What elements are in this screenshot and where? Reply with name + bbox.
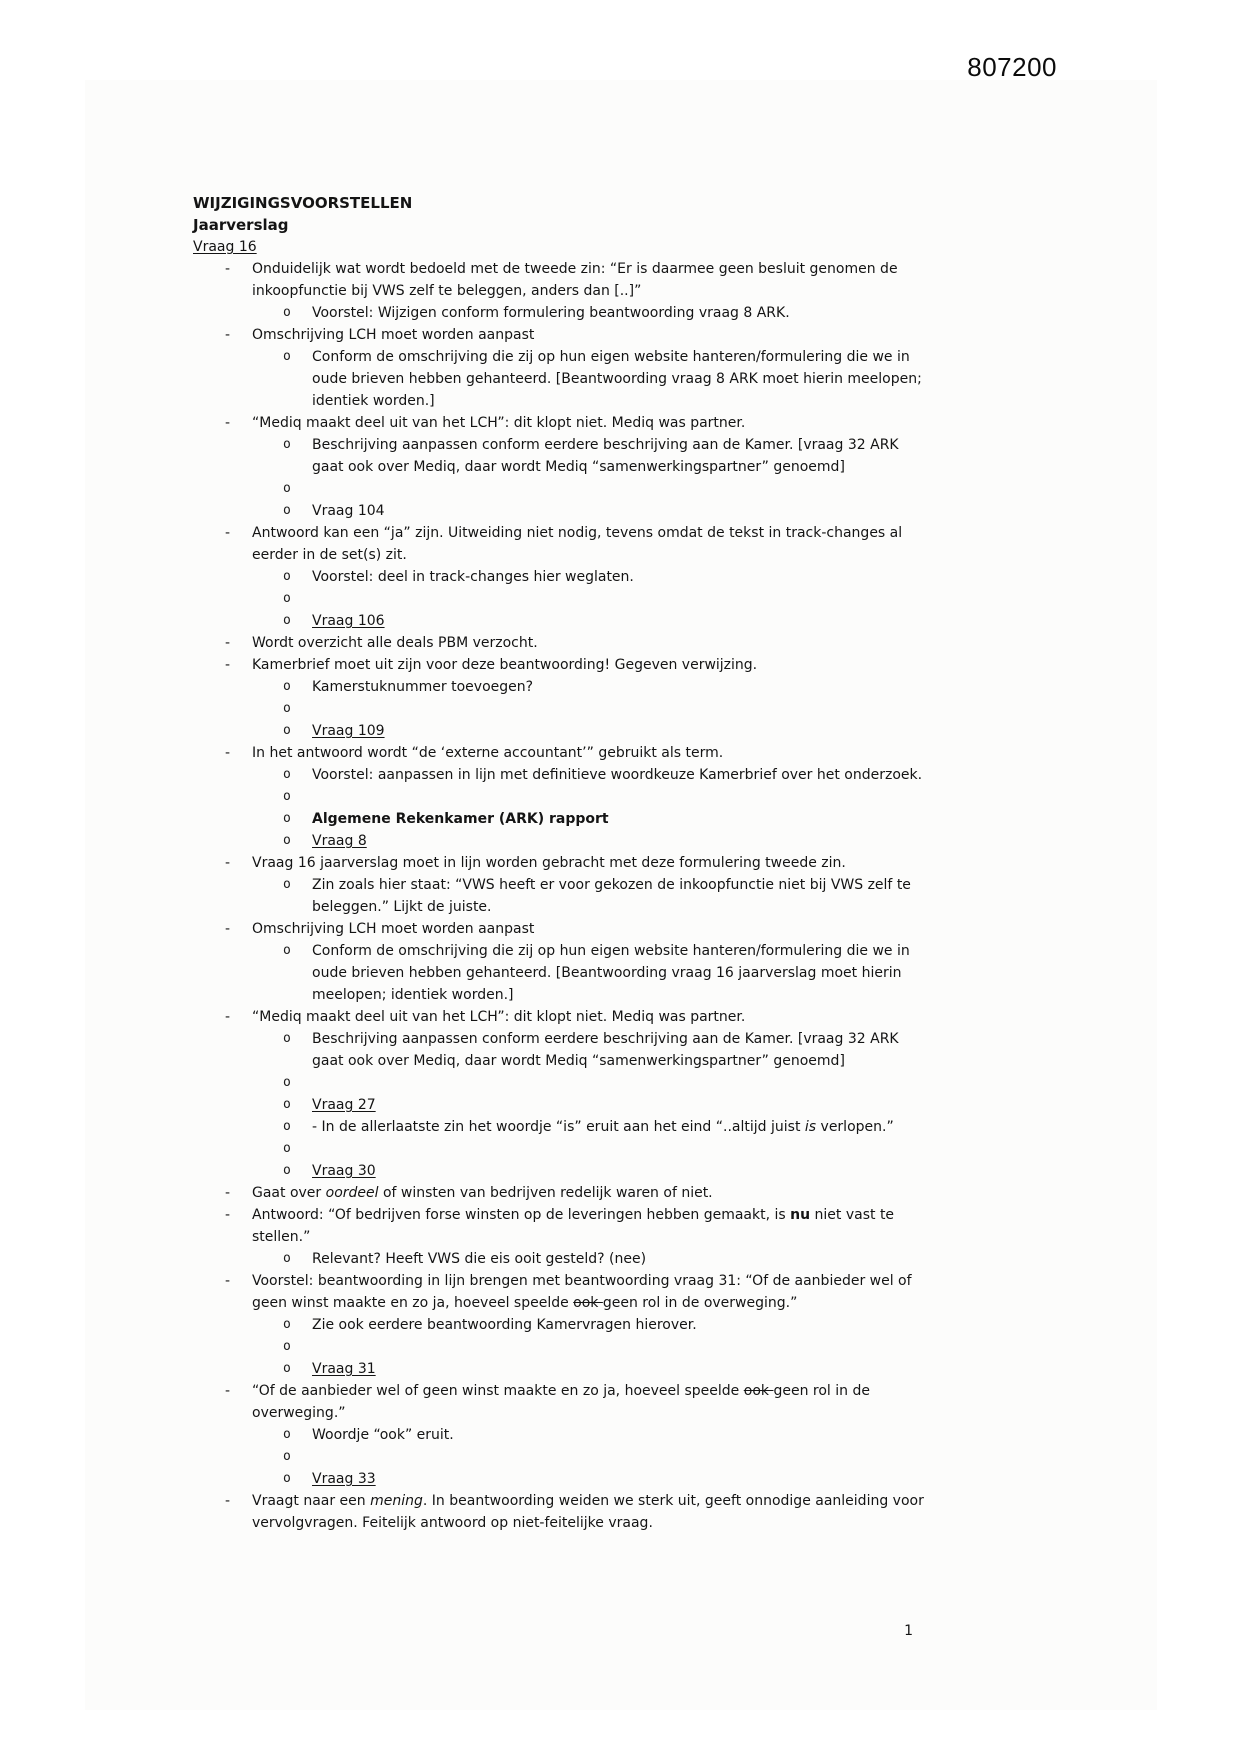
circle-bullet: o	[283, 811, 291, 826]
dash-bullet: -	[225, 635, 231, 651]
list-item-text: Wordt overzicht alle deals PBM verzocht.	[252, 635, 538, 651]
circle-list-item	[193, 610, 928, 632]
list-item-text: In het antwoord wordt “de ‘externe accountant’” gebruikt als term.	[252, 745, 724, 761]
dash-bullet: -	[225, 525, 231, 541]
dash-list-item	[193, 1182, 928, 1204]
circle-bullet: o	[283, 679, 291, 694]
dash-list-item	[193, 654, 928, 676]
dash-list-item	[193, 1006, 928, 1028]
circle-list-item	[193, 478, 928, 500]
dash-list-item	[193, 742, 928, 764]
circle-bullet: o	[283, 503, 291, 518]
list-item-text: Kamerstuknummer toevoegen?	[312, 679, 534, 695]
circle-list-item	[193, 1094, 928, 1116]
list-item-text: Relevant? Heeft VWS die eis ooit gesteld? (nee)	[312, 1251, 647, 1267]
list-item-text: Conform de omschrijving die zij op hun eigen website hanteren/formulering die we in oude brieven hebben gehanteerd. [Beantwoording vraag 8 ARK moet hierin meelopen; identiek worden.]	[312, 349, 922, 409]
circle-list-item	[193, 808, 928, 830]
dash-list-item	[193, 1270, 928, 1314]
list-item-text: Zie ook eerdere beantwoording Kamervragen hierover.	[312, 1317, 697, 1333]
circle-list-item	[193, 874, 928, 918]
circle-bullet: o	[283, 1163, 291, 1178]
list-item-text: Zin zoals hier staat: “VWS heeft er voor gekozen de inkoopfunctie niet bij VWS zelf te beleggen.” Lijkt de juiste.	[312, 877, 911, 915]
circle-list-item	[193, 1358, 928, 1380]
document-title: WIJZIGINGSVOORSTELLEN	[193, 194, 413, 212]
document-subtitle: Jaarverslag	[193, 216, 289, 234]
list-item-text: Vraag 30	[312, 1163, 376, 1179]
circle-list-item	[193, 676, 928, 698]
circle-bullet: o	[283, 1251, 291, 1266]
circle-list-item	[193, 1424, 928, 1446]
dash-bullet: -	[225, 415, 231, 431]
circle-bullet: o	[283, 569, 291, 584]
document-body	[193, 192, 928, 1534]
dash-bullet: -	[225, 921, 231, 937]
circle-list-item	[193, 1314, 928, 1336]
dash-list-item	[193, 852, 928, 874]
dash-bullet: -	[225, 261, 231, 277]
list-item-text: Vraag 33	[312, 1471, 376, 1487]
list-item-text: Vraag 104	[312, 503, 385, 519]
list-item-text: - In de allerlaatste zin het woordje “is” eruit aan het eind “..altijd juist is verlopen.”	[312, 1119, 894, 1135]
circle-bullet: o	[283, 1075, 291, 1090]
list-item-text: Gaat over oordeel of winsten van bedrijven redelijk waren of niet.	[252, 1185, 713, 1201]
circle-bullet: o	[283, 1361, 291, 1376]
circle-list-item	[193, 764, 928, 786]
dash-list-item	[193, 632, 928, 654]
circle-list-item	[193, 1468, 928, 1490]
dash-list-item	[193, 412, 928, 434]
circle-bullet: o	[283, 613, 291, 628]
list-item-text: Omschrijving LCH moet worden aanpast	[252, 921, 535, 937]
list-item-text: Beschrijving aanpassen conform eerdere beschrijving aan de Kamer. [vraag 32 ARK gaat ook over Mediq, daar wordt Mediq “samenwerkingspartner” genoemd]	[312, 1031, 899, 1069]
circle-bullet: o	[283, 1471, 291, 1486]
dash-list-item	[193, 918, 928, 940]
list-item-text: Voorstel: beantwoording in lijn brengen met beantwoording vraag 31: “Of de aanbieder wel of geen winst maakte en zo ja, hoeveel speelde ook geen rol in de overweging.”	[252, 1273, 912, 1311]
circle-list-item	[193, 1028, 928, 1072]
dash-bullet: -	[225, 1207, 231, 1223]
circle-bullet: o	[283, 767, 291, 782]
list-item-text: Voorstel: deel in track-changes hier weglaten.	[312, 569, 634, 585]
list-item-text: “Of de aanbieder wel of geen winst maakte en zo ja, hoeveel speelde ook geen rol in de overweging.”	[252, 1383, 870, 1421]
list-item-text: Conform de omschrijving die zij op hun eigen website hanteren/formulering die we in oude brieven hebben gehanteerd. [Beantwoording vraag 16 jaarverslag moet hierin meelopen; identiek worden.]	[312, 943, 910, 1003]
circle-bullet: o	[283, 437, 291, 452]
circle-bullet: o	[283, 877, 291, 892]
circle-list-item	[193, 786, 928, 808]
list-item-text: Beschrijving aanpassen conform eerdere beschrijving aan de Kamer. [vraag 32 ARK gaat ook over Mediq, daar wordt Mediq “samenwerkingspartner” genoemd]	[312, 437, 899, 475]
list-item-text: Vraag 109	[312, 723, 385, 739]
circle-list-item	[193, 830, 928, 852]
list-item-text: Vraag 31	[312, 1361, 376, 1377]
circle-list-item	[193, 1160, 928, 1182]
circle-list-item	[193, 698, 928, 720]
list-item-text: “Mediq maakt deel uit van het LCH”: dit klopt niet. Mediq was partner.	[252, 1009, 746, 1025]
section-heading-vraag-16: Vraag 16	[193, 239, 257, 255]
list-item-text: Antwoord kan een “ja” zijn. Uitweiding niet nodig, tevens omdat de tekst in track-changes al eerder in de set(s) zit.	[252, 525, 903, 563]
change-list	[193, 258, 928, 1534]
dash-list-item	[193, 522, 928, 566]
dash-bullet: -	[225, 1273, 231, 1289]
circle-bullet: o	[283, 349, 291, 364]
dash-bullet: -	[225, 745, 231, 761]
dash-bullet: -	[225, 1493, 231, 1509]
list-item-text: Vraag 16 jaarverslag moet in lijn worden gebracht met deze formulering tweede zin.	[252, 855, 846, 871]
circle-list-item	[193, 588, 928, 610]
circle-bullet: o	[283, 833, 291, 848]
list-item-text: Antwoord: “Of bedrijven forse winsten op de leveringen hebben gemaakt, is nu niet vast te stellen.”	[252, 1207, 895, 1245]
circle-list-item	[193, 346, 928, 412]
list-item-text: Omschrijving LCH moet worden aanpast	[252, 327, 535, 343]
circle-list-item	[193, 302, 928, 324]
circle-bullet: o	[283, 1119, 291, 1134]
list-item-text: Voorstel: Wijzigen conform formulering beantwoording vraag 8 ARK.	[312, 305, 790, 321]
list-item-text: Vraag 8	[312, 833, 367, 849]
circle-list-item	[193, 500, 928, 522]
circle-list-item	[193, 720, 928, 742]
dash-list-item	[193, 1380, 928, 1424]
circle-bullet: o	[283, 1097, 291, 1112]
page-number: 1	[904, 1623, 913, 1639]
dash-bullet: -	[225, 1383, 231, 1399]
document-number: 807200	[967, 52, 1057, 82]
list-item-text: Algemene Rekenkamer (ARK) rapport	[312, 811, 609, 827]
circle-list-item	[193, 566, 928, 588]
circle-list-item	[193, 434, 928, 478]
circle-bullet: o	[283, 1317, 291, 1332]
list-item-text: Vraagt naar een mening. In beantwoording weiden we sterk uit, geeft onnodige aanleiding voor vervolgvragen. Feitelijk antwoord op niet-feitelijke vraag.	[252, 1493, 924, 1531]
circle-bullet: o	[283, 1427, 291, 1442]
circle-bullet: o	[283, 1339, 291, 1354]
list-item-text: Voorstel: aanpassen in lijn met definitieve woordkeuze Kamerbrief over het onderzoek.	[312, 767, 923, 783]
list-item-text: Onduidelijk wat wordt bedoeld met de tweede zin: “Er is daarmee geen besluit genomen de inkoopfunctie bij VWS zelf te beleggen, anders dan [..]”	[252, 261, 898, 299]
list-item-text: Vraag 106	[312, 613, 385, 629]
list-item-text: Kamerbrief moet uit zijn voor deze beantwoording! Gegeven verwijzing.	[252, 657, 758, 673]
dash-list-item	[193, 1204, 928, 1248]
circle-list-item	[193, 1072, 928, 1094]
list-item-text: “Mediq maakt deel uit van het LCH”: dit klopt niet. Mediq was partner.	[252, 415, 746, 431]
dash-bullet: -	[225, 657, 231, 673]
dash-bullet: -	[225, 1185, 231, 1201]
dash-bullet: -	[225, 855, 231, 871]
dash-list-item	[193, 1490, 928, 1534]
circle-bullet: o	[283, 305, 291, 320]
circle-list-item	[193, 1116, 928, 1138]
circle-bullet: o	[283, 1141, 291, 1156]
circle-bullet: o	[283, 1449, 291, 1464]
list-item-text: Vraag 27	[312, 1097, 376, 1113]
dash-bullet: -	[225, 327, 231, 343]
dash-list-item	[193, 258, 928, 302]
dash-list-item	[193, 324, 928, 346]
circle-bullet: o	[283, 701, 291, 716]
circle-bullet: o	[283, 1031, 291, 1046]
circle-list-item	[193, 1336, 928, 1358]
circle-bullet: o	[283, 943, 291, 958]
circle-bullet: o	[283, 789, 291, 804]
circle-list-item	[193, 1138, 928, 1160]
circle-list-item	[193, 940, 928, 1006]
circle-bullet: o	[283, 481, 291, 496]
dash-bullet: -	[225, 1009, 231, 1025]
list-item-text: Woordje “ook” eruit.	[312, 1427, 454, 1443]
circle-list-item	[193, 1446, 928, 1468]
circle-list-item	[193, 1248, 928, 1270]
circle-bullet: o	[283, 723, 291, 738]
circle-bullet: o	[283, 591, 291, 606]
